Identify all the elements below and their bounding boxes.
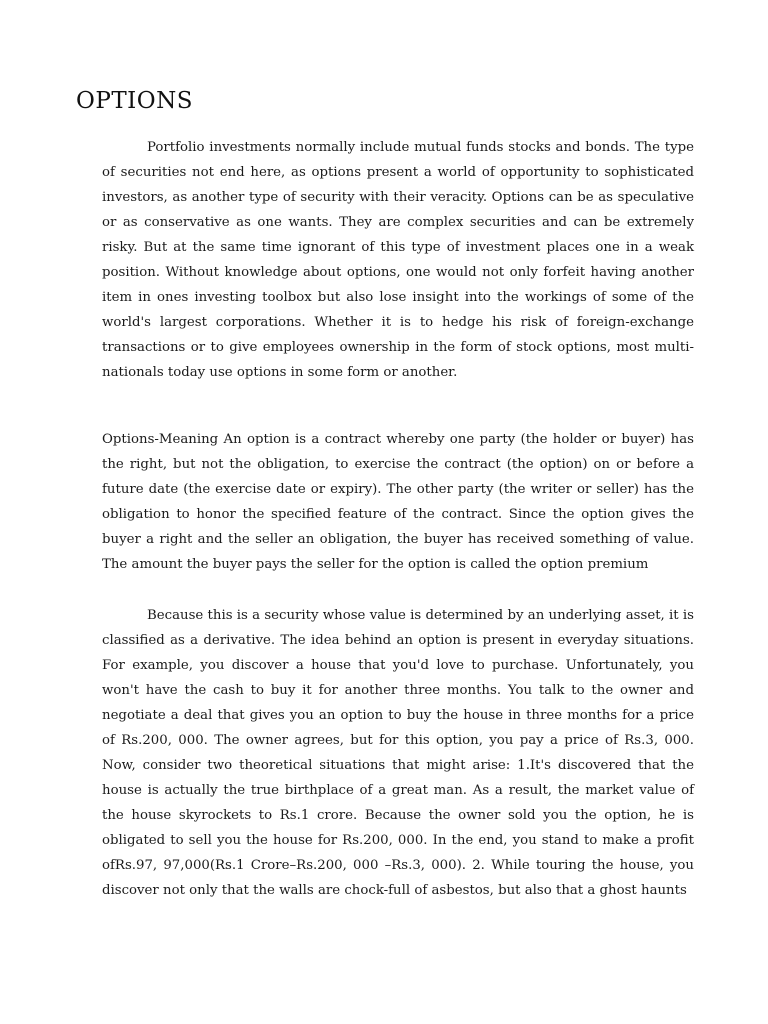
paragraph-derivative-example: Because this is a security whose value is determined by an underlying asset, it is classified as a derivative. The idea behind an option is present in everyday situations. For example, you discover a house that you'd love to purchase. Unfortunately, you won't have the cash to buy it for another three months. You talk to the owner and negotiate a deal that gives you an option to buy the house in three months for a price of Rs.200, 000. The owner agrees, but for this option, you pay a price of Rs.3, 000. Now, consider two theoretical situations that might arise: 1.It's discovered that the house is actually the true birthplace of a great man. As a result, the market value of the house skyrockets to Rs.1 crore. Because the owner sold you the option, he is obligated to sell you the house for Rs.200, 000. In the end, you stand to make a profit ofRs.97, 97,000(Rs.1 Crore–Rs.200, 000 –Rs.3, 000). 2. While touring the house, you discover not only that the walls are chock-full of asbestos, but also that a ghost haunts <box>102 608 694 898</box>
paragraph-options-meaning: Options-Meaning An option is a contract whereby one party (the holder or buyer) has the right, but not the obligation, to exercise the contract (the option) on or before a future date (the exercise date or expiry). The other party (the writer or seller) has the obligation to honor the specified feature of the contract. Since the option gives the buyer a right and the seller an obligation, the buyer has received something of value. The amount the buyer pays the seller for the option is called the option premium <box>102 432 694 572</box>
paragraph-introduction: Portfolio investments normally include mutual funds stocks and bonds. The type of securities not end here, as options present a world of opportunity to sophisticated investors, as another type of security with their veracity. Options can be as speculative or as conservative as one wants. They are complex securities and can be extremely risky. But at the same time ignorant of this type of investment places one in a weak position. Without knowledge about options, one would not only forfeit having another item in ones investing toolbox but also lose insight into the workings of some of the world's largest corporations. Whether it is to hedge his risk of foreign-exchange transactions or to give employees ownership in the form of stock options, most multi-nationals today use options in some form or another. <box>102 140 694 380</box>
document-title: OPTIONS <box>76 88 193 114</box>
